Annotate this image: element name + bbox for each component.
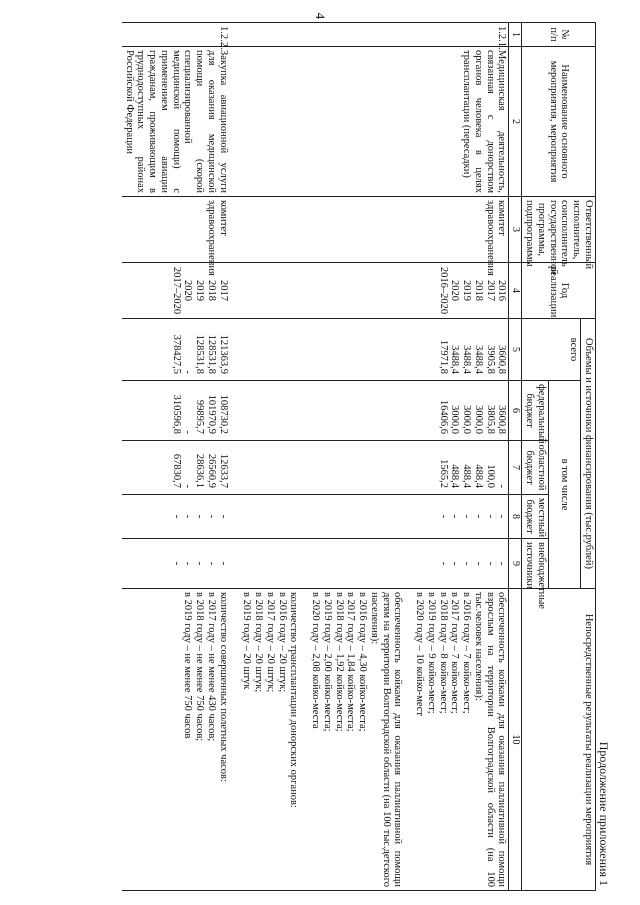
spacer-cell [230,263,240,319]
local-cell-list [122,495,230,539]
regional-cell-list [122,441,230,495]
offbudget-cell-list [122,539,230,589]
spacer-cell [230,381,240,441]
offbudget-cell: - [496,561,508,566]
appendix-note: Продолжение приложения 1 [597,741,611,886]
local-cell: - [461,514,473,519]
column-index: 8 [509,495,522,539]
result-intro: количество трансплантации донорских органов: [288,592,300,808]
column-index: 9 [509,539,522,589]
measures-table [122,22,596,891]
federal-cell: 3000,0 [461,405,473,434]
result-item: в 2017 году – 20 штук; [265,592,276,693]
total-cell: 3905,8 [484,345,496,374]
spacer-cell [230,23,240,47]
spacer-cell [230,441,240,495]
year-cell: 2017 [484,280,496,301]
result-item: в 2019 году – 20 штук [241,592,253,690]
header-local: местный бюджет [522,495,549,539]
header-regional: областной бюджет [522,441,549,495]
result-item: в 2018 году – не менее 750 часов; [194,592,206,742]
header-funding: Объемы и источники финансирования (тыс.рублей) [581,319,596,589]
result-item: в 2017 году – не менее 430 часов; [206,592,217,742]
result-item: в 2016 году – 20 штук; [276,592,288,693]
regional-cell: 26560,9 [206,453,217,488]
spacer-cell [230,589,240,891]
result-item: в 2019 году – 9 койко-мест; [426,592,437,714]
total-cell: 17971,8 [437,339,449,374]
federal-cell: 16406,6 [437,399,449,434]
federal-cell: - [182,430,194,434]
local-cell: - [437,514,449,519]
results-cell [122,589,230,891]
offbudget-cell: - [461,561,473,566]
offbudget-cell: - [437,561,449,566]
column-index: 10 [509,589,522,891]
local-cell: - [206,514,217,519]
rotated-page [20,22,612,890]
header-federal: федеральный бюджет [522,381,549,441]
spacer-cell [230,197,240,263]
row-spacer [230,23,240,891]
row-number: 1.2.2. [122,23,230,47]
total-cell: 3600,8 [496,345,508,374]
result-intro: обеспеченность койками для оказания паллиативной помощи взрослым на территории Волгоградской области (на 100 тыс.человек населения): [473,592,508,888]
spacer-cell [230,319,240,381]
page-number: 4 [313,12,328,20]
federal-cell: 3000,0 [449,405,461,434]
spacer-cell [230,539,240,589]
year-cell: 2018 [473,280,484,301]
header-incl: в том числе [549,381,581,589]
federal-cell: 99895,7 [194,399,206,434]
offbudget-cell: - [484,561,496,566]
result-item: в 2018 году – 20 штук; [253,592,265,693]
results-gap [404,592,414,887]
local-cell: - [484,514,496,519]
result-item: в 2019 году – 2,00 койко-места; [322,592,333,732]
result-intro: количество совершенных полетных часов: [217,592,229,782]
total-cell: 3488,4 [461,345,473,374]
total-cell-list [240,319,509,381]
header-results: Непосредственные результаты реализации мероприятия [522,589,596,891]
offbudget-cell: - [194,561,206,566]
offbudget-cell: - [206,561,217,566]
local-cell: - [182,514,194,519]
column-index: 6 [509,381,522,441]
total-cell: 3488,4 [449,345,461,374]
total-cell: 128531,8 [194,334,206,374]
result-item: в 2020 году – 2,08 койко-места [310,592,322,729]
column-index: 7 [509,441,522,495]
regional-cell: 100,0 [484,464,496,488]
year-cell: 2020 [449,280,461,301]
measure-name: Закупка авиационной услуги для оказания медицинской помощи (скорой специализированной медицинской помощи) с применением авиации гражданам, проживающим в труднодоступных районах Российской Федерации [122,47,230,197]
offbudget-cell: - [170,561,182,566]
year-cell: 2016–2020 [437,266,449,315]
result-item: в 2020 году – 10 койко-мест [414,592,426,717]
regional-cell: 12633,7 [217,453,229,488]
regional-cell: 488,4 [461,464,473,488]
executor: комитет здравоохранения [122,197,230,263]
result-item: в 2019 году – не менее 750 часов [182,592,194,739]
offbudget-cell: - [182,561,194,566]
local-cell: - [496,514,508,519]
federal-cell: 3600,8 [496,405,508,434]
column-index: 5 [509,319,522,381]
result-item: в 2018 году – 8 койко-мест; [437,592,449,714]
result-item: в 2017 году – 7 койко-мест; [449,592,461,714]
executor: комитет здравоохранения [240,197,509,263]
total-cell: 3488,4 [473,345,484,374]
regional-cell: 488,4 [473,464,484,488]
local-cell: - [449,514,461,519]
federal-cell-list [122,381,230,441]
year-cell: 2020 [182,280,194,301]
header-total: всего [522,319,581,381]
measure-name: Медицинская деятельность, связанная с донорством органов человека в целях трансплантации (пересадки) [240,47,509,197]
total-cell-list [122,319,230,381]
year-cell: 2017 [217,280,229,301]
offbudget-cell: - [217,561,229,566]
header-offbudget: внебюджетные источники [522,539,549,589]
local-cell: - [170,514,182,519]
year-cell: 2018 [206,280,217,301]
result-item: в 2018 году – 1,92 койко-места; [333,592,345,732]
column-index: 1 [509,23,522,47]
local-cell-list [240,495,509,539]
offbudget-cell: - [473,561,484,566]
result-item: в 2016 году – 7 койко-мест; [461,592,473,714]
federal-cell: 310596,8 [170,394,182,434]
regional-cell: - [496,484,508,488]
header-num: № п/п [522,23,596,47]
federal-cell-list [240,381,509,441]
table-row [240,23,509,891]
offbudget-cell: - [449,561,461,566]
row-number: 1.2.1. [240,23,509,47]
total-cell: 378427,5 [170,334,182,374]
spacer-cell [230,47,240,197]
year-cell: 2019 [461,280,473,301]
year-cell-list [240,263,509,319]
total-cell: - [182,370,194,374]
result-intro: обеспеченность койками для оказания паллиативной помощи детям на территории Волгоградской области (на 100 тыс.детского населения): [369,592,404,888]
local-cell: - [194,514,206,519]
local-cell: - [217,514,229,519]
regional-cell: 67830,7 [170,453,182,488]
regional-cell: 1565,2 [437,459,449,488]
year-cell: 2019 [194,280,206,301]
local-cell: - [473,514,484,519]
results-gap [300,592,310,887]
year-cell: 2017–2020 [170,266,182,315]
federal-cell: 101970,9 [206,394,217,434]
spacer-cell [230,495,240,539]
result-item: в 2017 году – 1,84 койко-места; [345,592,357,732]
header-year: Год реализации [522,263,596,319]
federal-cell: 3000,0 [473,405,484,434]
header-name: Наименование основного мероприятия, мероприятия [522,47,596,197]
column-index: 4 [509,263,522,319]
offbudget-cell-list [240,539,509,589]
federal-cell: 108730,2 [217,394,229,434]
regional-cell: 488,4 [449,464,461,488]
year-cell: 2016 [496,280,508,301]
column-index: 3 [509,197,522,263]
result-item: в 2016 году – 4,30 койко-места; [357,592,369,732]
total-cell: 128531,8 [206,334,217,374]
table-row [122,23,230,891]
header-executor: Ответственный исполнитель, соисполнитель государственной программы, подпрограммы [522,197,596,263]
regional-cell: 28636,1 [194,453,206,488]
results-cell [240,589,509,891]
regional-cell-list [240,441,509,495]
column-index: 2 [509,47,522,197]
federal-cell: 3805,8 [484,405,496,434]
total-cell: 121363,9 [217,334,229,374]
regional-cell: - [182,484,194,488]
